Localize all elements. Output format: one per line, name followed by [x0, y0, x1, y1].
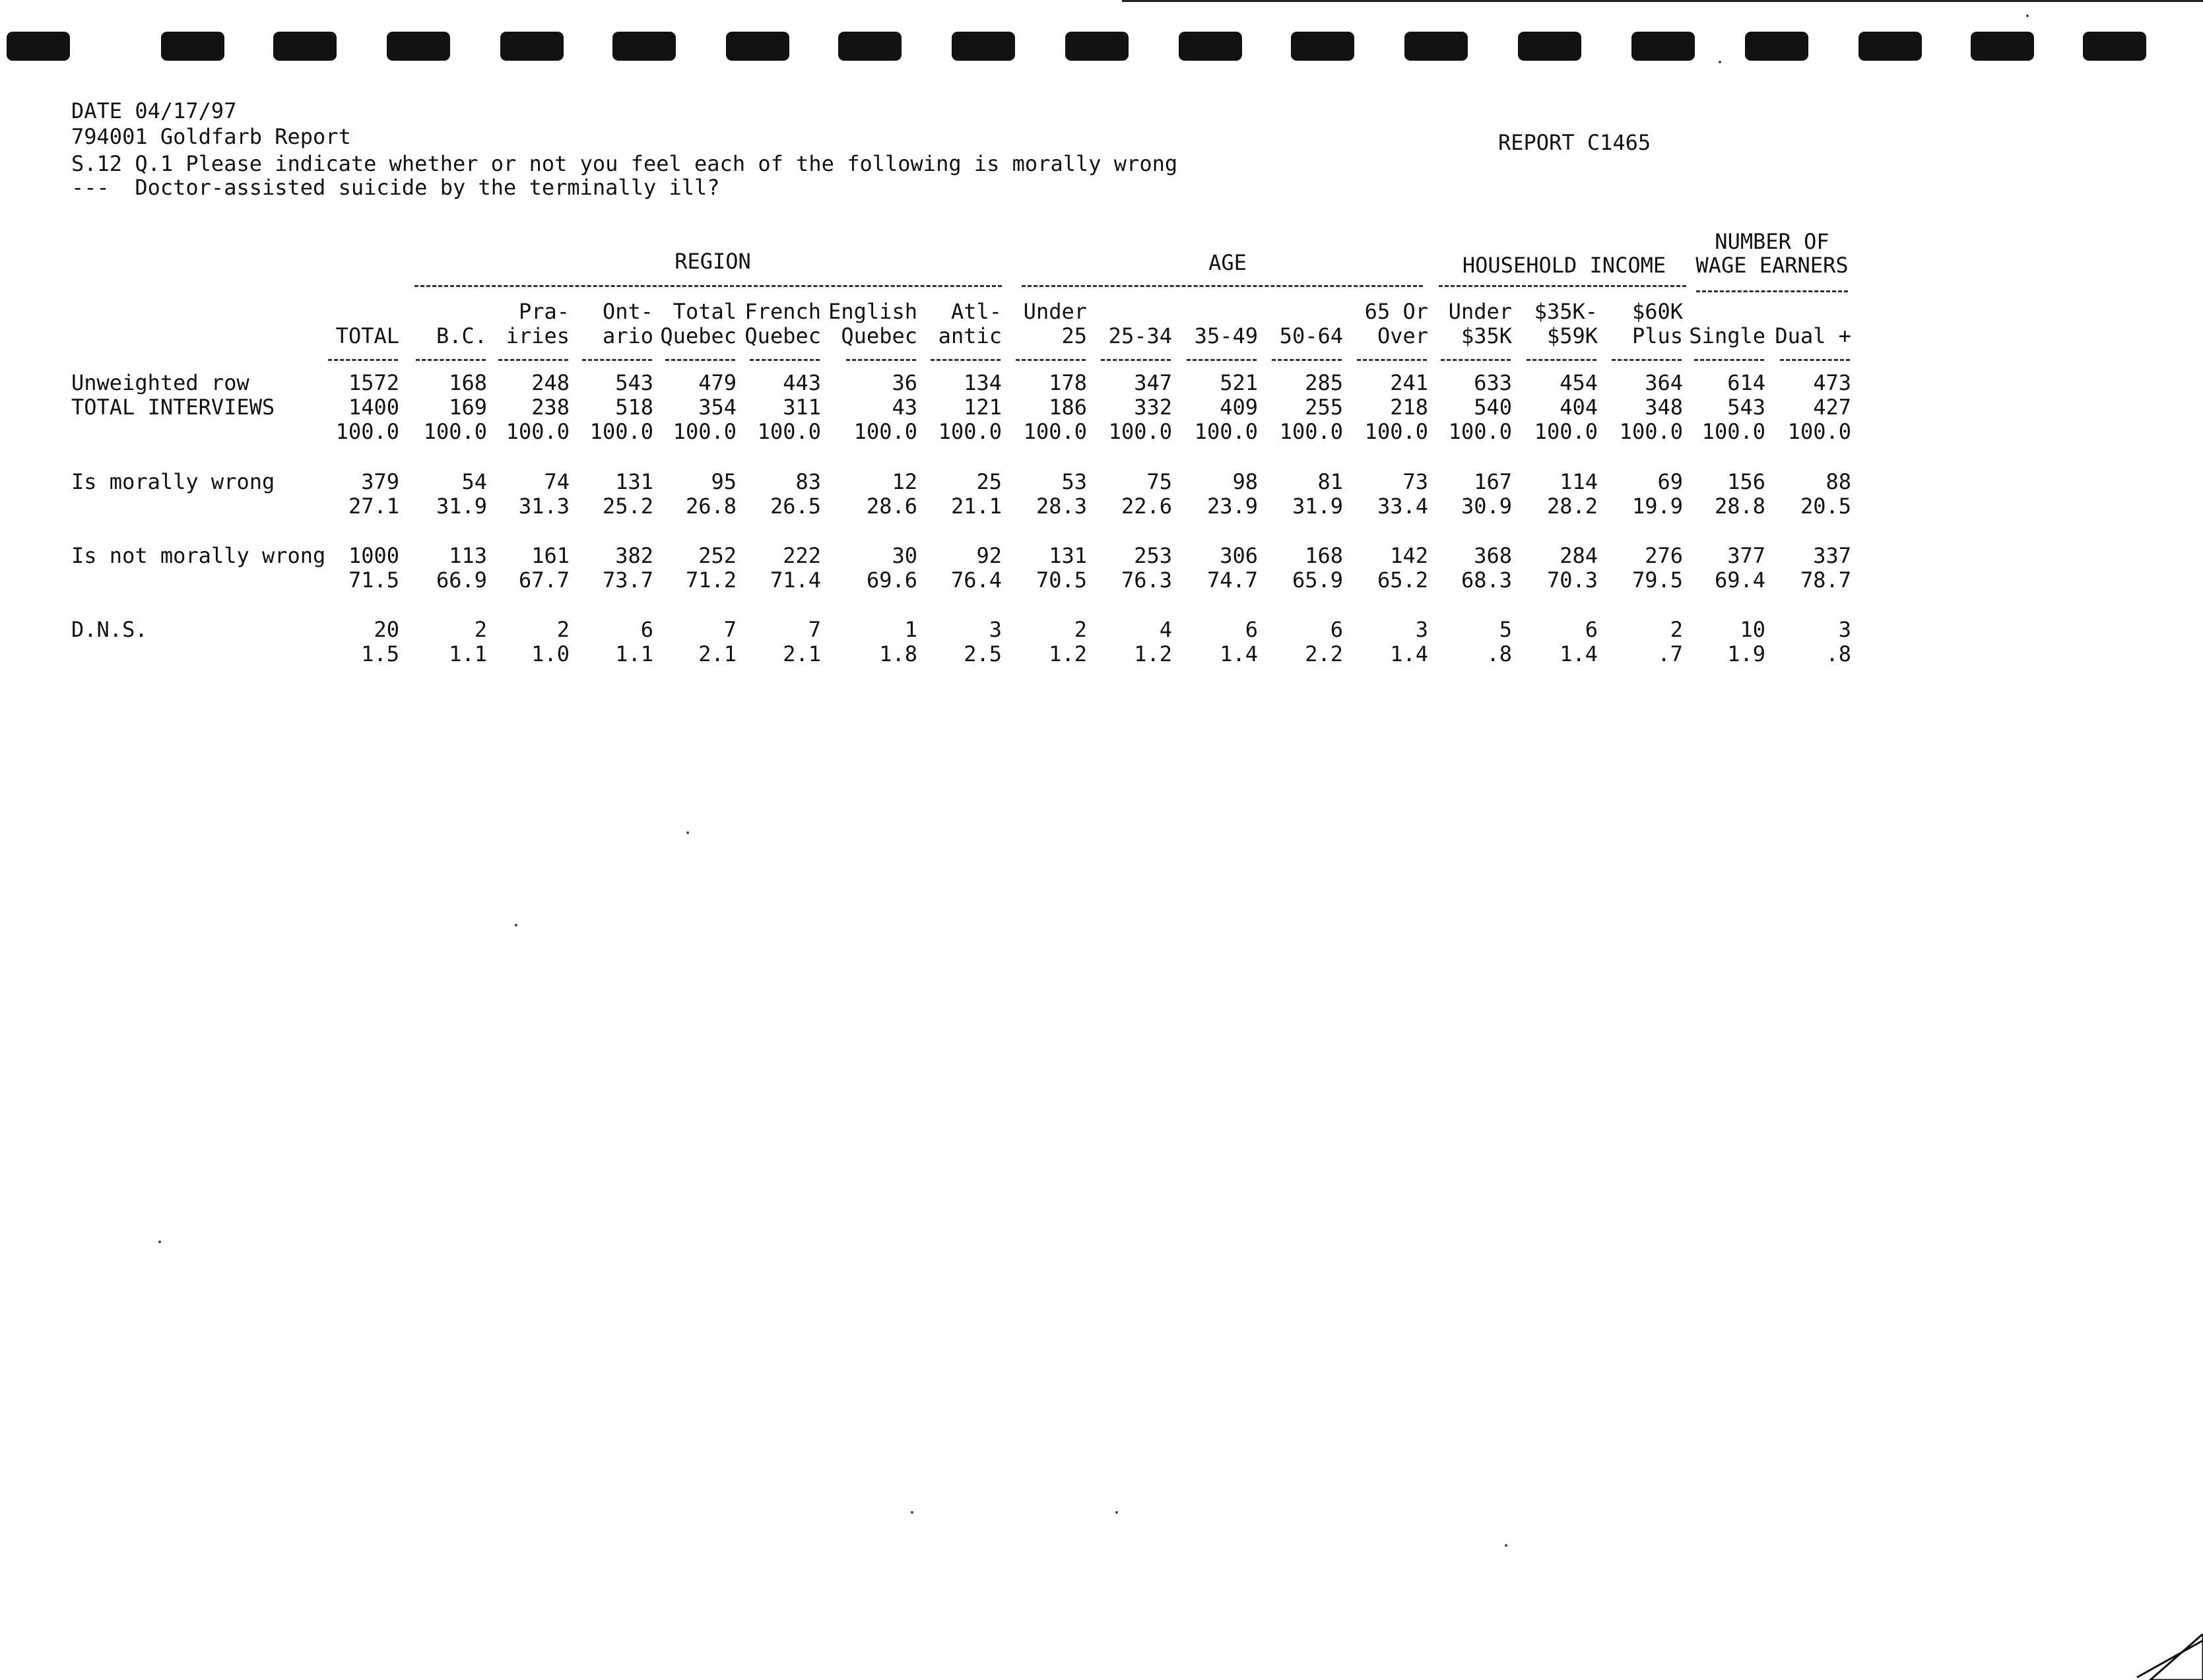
feed-hole: [1858, 32, 1922, 61]
table-cell: 100.0: [1194, 419, 1258, 444]
table-cell: 100.0: [757, 419, 821, 444]
feed-hole: [2083, 32, 2146, 61]
column-header: 25: [1061, 323, 1087, 348]
table-cell: 1000: [348, 543, 399, 568]
income-underline: [1439, 285, 1686, 287]
row-label: Is not morally wrong: [71, 543, 326, 568]
report-id: REPORT C1465: [1498, 130, 1651, 155]
table-cell: 7: [723, 617, 737, 642]
column-header: Quebec: [841, 323, 917, 348]
table-cell: 71.4: [770, 567, 821, 593]
column-header-underline: [1441, 359, 1511, 361]
table-cell: 131: [615, 469, 653, 494]
table-cell: 21.1: [950, 494, 1002, 519]
feed-hole: [1745, 32, 1808, 61]
table-cell: 409: [1220, 395, 1258, 420]
column-header: 35-49: [1194, 323, 1258, 348]
column-header: antic: [938, 323, 1002, 348]
table-cell: 71.5: [348, 567, 399, 593]
column-header: ario: [602, 323, 653, 348]
table-cell: 1.4: [1390, 641, 1428, 666]
group-header-region: REGION: [674, 249, 751, 274]
table-cell: 1400: [348, 395, 399, 420]
column-header-underline: [1694, 359, 1764, 361]
table-cell: 218: [1390, 395, 1428, 420]
table-cell: 100.0: [1108, 419, 1172, 444]
table-cell: 100.0: [673, 419, 737, 444]
table-cell: 10: [1740, 617, 1765, 642]
column-header: Ont-: [602, 299, 653, 324]
column-header: 25-34: [1108, 323, 1172, 348]
table-cell: 12: [892, 469, 917, 494]
column-header: English: [828, 299, 917, 324]
table-cell: 1.1: [449, 641, 487, 666]
group-header-age: AGE: [1208, 250, 1247, 275]
table-cell: 28.8: [1714, 494, 1765, 519]
table-cell: 521: [1220, 370, 1258, 395]
table-cell: 167: [1474, 469, 1512, 494]
column-header-underline: [1187, 359, 1257, 361]
table-cell: 543: [1727, 395, 1765, 420]
column-header-underline: [931, 359, 1001, 361]
table-cell: 6: [1330, 617, 1343, 642]
table-cell: 253: [1134, 543, 1172, 568]
table-cell: 1.5: [361, 641, 399, 666]
page-corner-fold: [2111, 1634, 2203, 1680]
table-cell: 276: [1645, 543, 1683, 568]
table-cell: 479: [698, 370, 737, 395]
feed-hole: [1404, 32, 1468, 61]
table-cell: 92: [976, 543, 1002, 568]
table-cell: 131: [1049, 543, 1087, 568]
column-header: Pra-: [518, 299, 570, 324]
report-title: 794001 Goldfarb Report: [71, 124, 351, 149]
column-header: Quebec: [744, 323, 821, 348]
feed-hole: [838, 32, 902, 61]
table-cell: 100.0: [1364, 419, 1428, 444]
table-cell: 121: [964, 395, 1002, 420]
table-cell: 3: [1415, 617, 1428, 642]
table-cell: 311: [783, 395, 821, 420]
feed-hole: [1179, 32, 1242, 61]
table-cell: 2: [474, 617, 487, 642]
feed-hole: [1971, 32, 2034, 61]
table-cell: 2: [1074, 617, 1087, 642]
column-header: Atl-: [950, 299, 1002, 324]
table-cell: 1.0: [531, 641, 570, 666]
scan-speck: [1719, 61, 1721, 63]
column-header-underline: [846, 359, 916, 361]
table-cell: 6: [1245, 617, 1258, 642]
table-cell: 28.2: [1546, 494, 1598, 519]
table-cell: 284: [1560, 543, 1598, 568]
paper-edge-line: [1122, 0, 2203, 2]
column-header-underline: [1016, 359, 1086, 361]
table-cell: 74: [544, 469, 570, 494]
feed-hole: [1631, 32, 1695, 61]
table-cell: 368: [1474, 543, 1512, 568]
table-cell: 71.2: [685, 567, 737, 593]
table-cell: 114: [1560, 469, 1598, 494]
table-cell: 100.0: [1534, 419, 1598, 444]
group-header-income: HOUSEHOLD INCOME: [1462, 253, 1666, 278]
feed-hole: [7, 32, 70, 61]
table-cell: 161: [531, 543, 570, 568]
table-cell: 169: [449, 395, 487, 420]
row-label: TOTAL INTERVIEWS: [71, 395, 275, 420]
column-header: Plus: [1631, 323, 1683, 348]
table-cell: 100.0: [1448, 419, 1512, 444]
report-date: DATE 04/17/97: [71, 98, 237, 123]
table-cell: 26.8: [685, 494, 737, 519]
table-cell: 222: [783, 543, 821, 568]
table-cell: .8: [1825, 641, 1851, 666]
table-cell: 348: [1645, 395, 1683, 420]
feed-hole: [726, 32, 789, 61]
feed-hole: [387, 32, 450, 61]
feed-hole: [1518, 32, 1581, 61]
feed-hole: [273, 32, 337, 61]
feed-hole: [612, 32, 676, 61]
table-cell: 377: [1727, 543, 1765, 568]
table-cell: 1.2: [1049, 641, 1087, 666]
table-cell: 2.5: [964, 641, 1002, 666]
table-cell: 19.9: [1631, 494, 1683, 519]
scan-speck: [1115, 1511, 1118, 1514]
question-text: S.12 Q.1 Please indicate whether or not you feel each of the following is morally wrong: [71, 151, 1178, 176]
table-cell: 76.3: [1121, 567, 1172, 593]
table-cell: 168: [449, 370, 487, 395]
table-cell: 70.5: [1036, 567, 1087, 593]
column-header-underline: [1780, 359, 1850, 361]
table-cell: 65.9: [1292, 567, 1343, 593]
table-cell: 1.4: [1560, 641, 1598, 666]
table-cell: 68.3: [1461, 567, 1512, 593]
table-cell: 31.9: [1292, 494, 1343, 519]
table-cell: .7: [1657, 641, 1683, 666]
table-cell: 1572: [348, 370, 399, 395]
scan-speck: [158, 1241, 161, 1243]
table-cell: 95: [711, 469, 737, 494]
feed-hole: [952, 32, 1015, 61]
table-cell: 25: [976, 469, 1002, 494]
column-header-underline: [1612, 359, 1682, 361]
table-cell: 53: [1061, 469, 1087, 494]
table-cell: 354: [698, 395, 737, 420]
table-cell: 3: [989, 617, 1002, 642]
table-cell: 76.4: [950, 567, 1002, 593]
column-header: $35K-: [1534, 299, 1598, 324]
column-header: B.C.: [436, 323, 487, 348]
table-cell: 28.3: [1036, 494, 1087, 519]
table-cell: 337: [1813, 543, 1851, 568]
group-header-earners-line1: NUMBER OF: [1715, 229, 1829, 254]
table-cell: 4: [1159, 617, 1172, 642]
row-label: D.N.S.: [71, 617, 148, 642]
table-cell: 78.7: [1800, 567, 1851, 593]
table-cell: 100.0: [1023, 419, 1087, 444]
scan-speck: [911, 1511, 913, 1514]
table-cell: 1.2: [1134, 641, 1172, 666]
table-cell: 30.9: [1461, 494, 1512, 519]
table-cell: 66.9: [436, 567, 487, 593]
column-header-underline: [328, 359, 398, 361]
column-header-underline: [1272, 359, 1342, 361]
table-cell: 248: [531, 370, 570, 395]
table-cell: 540: [1474, 395, 1512, 420]
column-header: Total: [673, 299, 737, 324]
table-cell: 73: [1402, 469, 1428, 494]
column-header: French: [744, 299, 821, 324]
column-header: Quebec: [660, 323, 737, 348]
table-cell: 70.3: [1546, 567, 1598, 593]
column-header: $35K: [1461, 323, 1512, 348]
table-cell: 2.1: [783, 641, 821, 666]
column-header: Under: [1448, 299, 1512, 324]
region-underline: [414, 285, 1002, 287]
column-header: Under: [1023, 299, 1087, 324]
table-cell: 1.1: [615, 641, 653, 666]
table-cell: 25.2: [602, 494, 653, 519]
table-cell: 382: [615, 543, 653, 568]
table-cell: 20.5: [1800, 494, 1851, 519]
table-cell: 241: [1390, 370, 1428, 395]
column-header-underline: [416, 359, 486, 361]
table-cell: 252: [698, 543, 737, 568]
column-header-underline: [1101, 359, 1171, 361]
table-cell: 79.5: [1631, 567, 1683, 593]
table-cell: 100.0: [589, 419, 653, 444]
table-cell: 285: [1305, 370, 1343, 395]
table-cell: 31.9: [436, 494, 487, 519]
row-label: Is morally wrong: [71, 469, 275, 494]
column-header-underline: [1357, 359, 1427, 361]
age-underline: [1022, 285, 1423, 287]
column-header: $60K: [1631, 299, 1683, 324]
table-cell: 20: [374, 617, 399, 642]
table-cell: 73.7: [602, 567, 653, 593]
table-cell: 28.6: [866, 494, 917, 519]
column-header-underline: [498, 359, 568, 361]
table-cell: 168: [1305, 543, 1343, 568]
table-cell: 100.0: [335, 419, 399, 444]
table-cell: 134: [964, 370, 1002, 395]
table-cell: 332: [1134, 395, 1172, 420]
table-cell: 100.0: [938, 419, 1002, 444]
column-header: 50-64: [1279, 323, 1343, 348]
column-header: iries: [506, 323, 570, 348]
table-cell: 2.1: [698, 641, 737, 666]
table-cell: 6: [640, 617, 653, 642]
table-cell: 30: [892, 543, 917, 568]
column-header: Dual +: [1775, 323, 1851, 348]
table-cell: 69: [1657, 469, 1683, 494]
table-cell: 3: [1838, 617, 1851, 642]
table-cell: 113: [449, 543, 487, 568]
table-cell: 65.2: [1377, 567, 1428, 593]
scan-speck: [686, 831, 689, 834]
table-cell: 26.5: [770, 494, 821, 519]
column-header-underline: [750, 359, 820, 361]
table-cell: 404: [1560, 395, 1598, 420]
table-cell: 6: [1585, 617, 1598, 642]
column-header: Single: [1689, 323, 1765, 348]
feed-hole: [1065, 32, 1129, 61]
table-cell: 1.4: [1220, 641, 1258, 666]
row-label: Unweighted row: [71, 370, 249, 395]
table-cell: 27.1: [348, 494, 399, 519]
table-cell: .8: [1486, 641, 1512, 666]
table-cell: 83: [795, 469, 821, 494]
column-header: Over: [1377, 323, 1428, 348]
table-cell: 22.6: [1121, 494, 1172, 519]
table-cell: 2.2: [1305, 641, 1343, 666]
table-cell: 23.9: [1206, 494, 1258, 519]
table-cell: 100.0: [506, 419, 570, 444]
table-cell: 43: [892, 395, 917, 420]
table-cell: 69.6: [866, 567, 917, 593]
table-cell: 614: [1727, 370, 1765, 395]
table-cell: 427: [1813, 395, 1851, 420]
table-cell: 75: [1146, 469, 1172, 494]
table-cell: 100.0: [853, 419, 917, 444]
table-cell: 1: [904, 617, 917, 642]
group-header-earners-line2: WAGE EARNERS: [1695, 253, 1849, 278]
feed-hole: [161, 32, 224, 61]
column-header-underline: [582, 359, 652, 361]
scan-speck: [2026, 15, 2029, 17]
table-cell: 7: [808, 617, 821, 642]
column-header: $59K: [1546, 323, 1598, 348]
table-cell: 67.7: [518, 567, 570, 593]
table-cell: 178: [1049, 370, 1087, 395]
column-header-underline: [1527, 359, 1596, 361]
table-cell: 255: [1305, 395, 1343, 420]
table-cell: 100.0: [1619, 419, 1683, 444]
scan-speck: [1505, 1544, 1507, 1547]
table-cell: 473: [1813, 370, 1851, 395]
table-cell: 100.0: [1279, 419, 1343, 444]
column-header-underline: [665, 359, 735, 361]
scan-speck: [515, 924, 517, 926]
table-cell: 31.3: [518, 494, 570, 519]
table-cell: 379: [361, 469, 399, 494]
table-cell: 1.8: [879, 641, 917, 666]
table-cell: 100.0: [1787, 419, 1851, 444]
table-cell: 33.4: [1377, 494, 1428, 519]
table-cell: 543: [615, 370, 653, 395]
table-cell: 100.0: [423, 419, 487, 444]
table-cell: 364: [1645, 370, 1683, 395]
table-cell: 633: [1474, 370, 1512, 395]
earners-underline: [1696, 290, 1848, 292]
table-cell: 306: [1220, 543, 1258, 568]
table-cell: 142: [1390, 543, 1428, 568]
table-cell: 69.4: [1714, 567, 1765, 593]
table-cell: 5: [1499, 617, 1512, 642]
table-cell: 2: [1670, 617, 1683, 642]
tractor-feed-holes: [0, 0, 2203, 86]
table-cell: 74.7: [1206, 567, 1258, 593]
table-cell: 347: [1134, 370, 1172, 395]
table-cell: 1.9: [1727, 641, 1765, 666]
table-cell: 36: [892, 370, 917, 395]
table-cell: 186: [1049, 395, 1087, 420]
feed-hole: [500, 32, 564, 61]
table-cell: 100.0: [1701, 419, 1765, 444]
table-cell: 54: [461, 469, 487, 494]
table-cell: 2: [556, 617, 570, 642]
table-cell: 518: [615, 395, 653, 420]
table-cell: 98: [1232, 469, 1258, 494]
feed-hole: [1291, 32, 1354, 61]
column-header: 65 Or: [1364, 299, 1428, 324]
table-cell: 454: [1560, 370, 1598, 395]
table-cell: 88: [1825, 469, 1851, 494]
table-cell: 81: [1317, 469, 1343, 494]
table-cell: 238: [531, 395, 570, 420]
subquestion-text: --- Doctor-assisted suicide by the terminally ill?: [71, 175, 720, 200]
table-cell: 443: [783, 370, 821, 395]
column-header: TOTAL: [335, 323, 399, 348]
table-cell: 156: [1727, 469, 1765, 494]
